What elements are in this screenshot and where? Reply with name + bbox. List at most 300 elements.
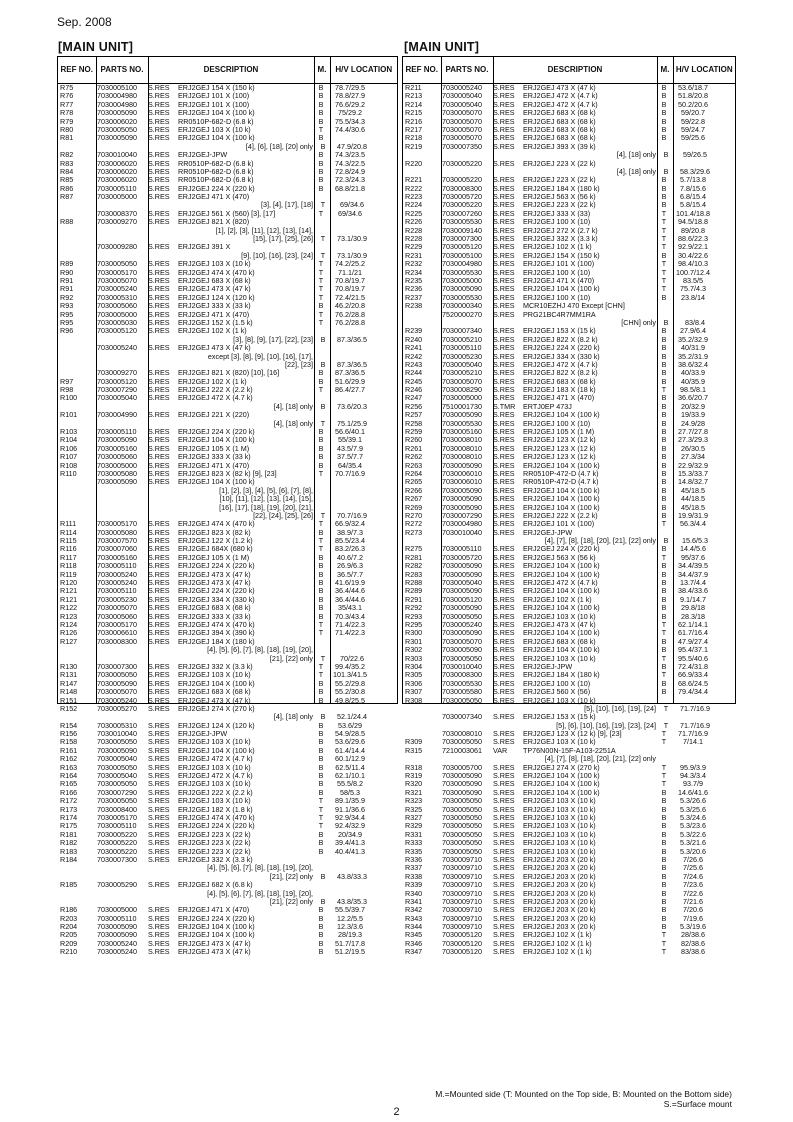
ref-cell: R79 <box>60 116 74 126</box>
location-cell: 70.3/43.4 <box>335 611 365 621</box>
ref-cell: R273 <box>405 527 423 537</box>
ref-cell: R262 <box>405 452 423 462</box>
mount-side-cell: B <box>661 854 667 864</box>
location-cell: 66.9/32.4 <box>335 519 365 529</box>
location-cell: 70.8/19.7 <box>335 284 365 294</box>
description-cell: ERJ2GEJ 123 X (12 k) <box>523 435 596 445</box>
type-cell: S.RES <box>148 536 170 546</box>
mount-side-cell: B <box>661 594 667 604</box>
ref-cell: R321 <box>405 787 423 797</box>
type-cell: S.RES <box>493 435 515 445</box>
ref-cell: R77 <box>60 99 74 109</box>
mount-side-cell: T <box>318 628 324 638</box>
part-number-cell <box>96 646 148 654</box>
part-number-cell: 7030005240 <box>97 578 137 588</box>
description-cell: ERJ2GEJ 104 X (100 k) <box>178 133 255 143</box>
ref-cell: R243 <box>405 359 423 369</box>
part-number-cell: 7030008400 <box>97 804 137 814</box>
type-cell: S.RES <box>148 267 170 277</box>
description-cell: ERJ2GEJ 104 X (100 k) <box>178 435 255 445</box>
mount-side-cell: B <box>318 527 324 537</box>
mount-side-cell: T <box>661 284 667 294</box>
description-cell: ERJ2GEJ 823 X (82 k) [9], [23] <box>178 468 277 478</box>
description-cell: ERJ2GEJ 391 X <box>178 242 231 252</box>
mount-side-cell: T <box>661 620 667 629</box>
location-cell: 91.1/36.6 <box>335 804 365 814</box>
part-number-cell: 7030005220 <box>442 200 482 210</box>
part-number-cell: 7030009280 <box>97 242 137 252</box>
ref-cell: R226 <box>405 217 423 227</box>
part-number-cell: 7030005000 <box>442 275 482 285</box>
location-cell: 55.2/29.8 <box>335 678 365 688</box>
description-cell: ERJ2GEJ 471 X (470) <box>523 393 595 403</box>
mount-side-cell: B <box>318 678 324 688</box>
ref-cell: R295 <box>405 620 423 629</box>
description-cell: ERJ2GEJ 224 X (220 k) <box>523 343 600 353</box>
mount-side-cell: T <box>661 779 667 789</box>
description-cell: RR0510P-472-D (4.7 k) <box>523 468 599 478</box>
part-number-cell: 7030005090 <box>442 586 482 596</box>
mount-side-cell: T <box>661 930 667 940</box>
mount-side-cell: T <box>318 267 324 277</box>
mount-side-cell: B <box>661 133 667 143</box>
part-number-cell: 7210003061 <box>442 745 482 755</box>
location-cell: 76.2/28.8 <box>335 309 365 319</box>
ref-cell: R281 <box>405 552 423 562</box>
ref-cell: R305 <box>405 670 423 680</box>
mount-side-cell: B <box>318 594 324 604</box>
location-cell: 71.7/16.9 <box>680 703 710 713</box>
mount-side-cell: B <box>661 334 667 344</box>
type-cell: S.RES <box>148 846 170 856</box>
description-cell: ERJ2GEJ 102 X (1 k) <box>178 376 247 386</box>
description-cell: ERJ2GEJ 104 X (100 k) <box>523 779 600 789</box>
mount-side-cell: B <box>661 678 667 688</box>
mount-side-cell: T <box>661 938 667 948</box>
description-cell: ERJ2GEJ 203 X (20 k) <box>523 905 596 915</box>
part-number-cell: 7030005090 <box>97 930 137 940</box>
description-cell: ERJ2GEJ 224 X (220 k) <box>178 586 255 596</box>
location-cell: 70/22.6 <box>340 653 364 663</box>
description-cell: ERJ2GEJ 821 X (820) <box>178 217 250 227</box>
ref-cell: R232 <box>405 259 423 269</box>
part-number-cell: 7030005120 <box>97 376 137 386</box>
location-cell: 59/20.7 <box>681 108 705 118</box>
mount-side-cell: B <box>661 192 667 202</box>
description-cell: ERJ2GEJ 394 X (390 k) <box>178 628 255 638</box>
ref-cell: R236 <box>405 284 423 294</box>
type-cell: S.RES <box>148 275 170 285</box>
location-cell: 101.3/41.5 <box>333 670 367 680</box>
type-cell: S.RES <box>148 720 170 730</box>
ref-cell <box>58 864 96 872</box>
mount-side-cell: T <box>320 200 326 210</box>
type-cell: S.RES <box>148 460 170 470</box>
type-cell: S.RES <box>148 812 170 822</box>
type-cell: S.RES <box>493 301 515 311</box>
mount-side-cell <box>313 218 329 226</box>
part-number-cell: 7030005240 <box>97 695 137 705</box>
location-cell: 53.6/29.6 <box>335 737 365 747</box>
location-cell: 59/22.8 <box>681 116 705 126</box>
description-cell: ERJ2GEJ 333 X (33 k) <box>178 611 251 621</box>
mount-side-cell: B <box>320 871 326 881</box>
part-number-cell: 7030005090 <box>97 678 137 688</box>
ref-cell <box>58 646 96 654</box>
mount-side-cell: B <box>661 502 667 512</box>
part-number-cell: 7030009710 <box>442 880 482 890</box>
mount-side-cell: B <box>318 737 324 747</box>
description-cell: ERJ2GEJ 105 X (1 M) <box>178 443 250 453</box>
description-cell: PRG21BC4R7MM1RA <box>523 309 596 319</box>
type-cell: S.RES <box>148 452 170 462</box>
mount-side-cell: B <box>661 896 667 906</box>
location-cell: 14.4/5.6 <box>680 544 706 554</box>
ref-cell: R121 <box>60 594 78 604</box>
part-number-cell: 7030006010 <box>442 477 482 487</box>
description-cell: ERJ2GEJ 274 X (270 k) <box>523 762 600 772</box>
part-number-cell: 7030005090 <box>97 435 137 445</box>
type-cell: S.RES <box>148 443 170 453</box>
part-number-cell: 7030005090 <box>97 133 137 143</box>
location-cell: 56.6/40.1 <box>335 427 365 437</box>
mount-side-cell: T <box>318 544 324 554</box>
ref-cell: R162 <box>60 754 78 764</box>
part-number-cell: 7030005090 <box>442 460 482 470</box>
description-cell: ERJ2GEJ 152 X (1.5 k) <box>178 317 253 327</box>
location-cell: 62.1/10.1 <box>335 771 365 781</box>
description-cell: ERJ2GEJ 103 X (10 k) <box>523 804 596 814</box>
description-cell: ERJ2GEJ 471 X (470) <box>178 905 250 915</box>
location-cell: 15.3/33.7 <box>678 468 708 478</box>
description-cell: ERJ2GEJ 472 X (4.7 k) <box>523 91 598 101</box>
ref-cell <box>58 504 96 512</box>
part-number-cell: 7030006020 <box>97 175 137 185</box>
location-cell: 55.5/39.7 <box>335 905 365 915</box>
location-cell: 69/34.6 <box>340 200 364 210</box>
part-number-cell: 7030006020 <box>97 116 137 126</box>
description-cell: ERJ2GEJ 332 X (3.3 k) <box>178 854 253 864</box>
location-cell: 54.9/28.5 <box>335 729 365 739</box>
location-cell: 40.6/7.2 <box>337 552 363 562</box>
mount-side-cell: B <box>661 569 667 579</box>
part-number-cell: 7030005090 <box>442 561 482 571</box>
mount-side-cell: T <box>318 519 324 529</box>
location-cell: 73.1/30.9 <box>337 250 367 260</box>
ref-cell: R181 <box>60 829 78 839</box>
mount-side-cell: B <box>661 343 667 353</box>
location-cell <box>329 344 371 352</box>
type-cell: S.RES <box>493 368 515 378</box>
mount-side-cell: B <box>663 150 669 160</box>
header-description: DESCRIPTION <box>148 57 314 84</box>
type-cell: S.RES <box>493 99 515 109</box>
mount-side-cell: B <box>318 586 324 596</box>
description-cell: ERJ2GEJ 182 X (1.8 k) <box>178 804 253 814</box>
mount-side-cell: B <box>318 376 324 386</box>
part-number-cell: 7030005050 <box>97 124 137 134</box>
type-cell: S.RES <box>493 200 515 210</box>
part-number-cell: 7030007300 <box>442 234 482 244</box>
ref-cell: R237 <box>405 292 423 302</box>
mount-side-cell: T <box>318 292 324 302</box>
location-cell: 35/43.1 <box>338 603 362 613</box>
location-cell: 46.2/20.8 <box>335 301 365 311</box>
mount-side-cell: B <box>661 838 667 848</box>
location-cell: 40/31.9 <box>681 343 705 353</box>
part-number-cell: 7030008300 <box>442 183 482 193</box>
type-cell: S.RES <box>148 317 170 327</box>
ref-cell: R126 <box>60 628 78 638</box>
location-cell: 7/22.6 <box>683 888 703 898</box>
location-cell: 100.7/12.4 <box>676 267 710 277</box>
type-cell: S.RES <box>493 443 515 453</box>
ref-cell: R266 <box>405 485 423 495</box>
location-cell: 61.7/16.4 <box>678 628 708 638</box>
part-number-cell: 7030005090 <box>442 787 482 797</box>
mount-side-cell: B <box>318 603 324 613</box>
mount-side-cell: T <box>318 536 324 546</box>
type-cell: S.RES <box>493 552 515 562</box>
location-cell: 76.6/29.2 <box>335 99 365 109</box>
part-number-cell <box>96 487 148 495</box>
mount-side-cell: B <box>661 578 667 588</box>
description-cell: ERJ2GEJ 104 X (100 k) <box>523 460 600 470</box>
type-cell: S.RES <box>493 578 515 588</box>
ref-cell: R92 <box>60 292 74 302</box>
location-cell: 75.1/25.9 <box>337 418 367 428</box>
type-cell: S.RES <box>493 838 515 848</box>
type-cell: S.RES <box>493 611 515 621</box>
description-cell: RR0510P-682-D (6.8 k) <box>178 166 254 176</box>
description-cell: ERJ2GEJ 104 X (100 k) <box>523 494 600 504</box>
ref-cell: R339 <box>405 880 423 890</box>
type-cell: S.RES <box>493 812 515 822</box>
description-cell: ERJ2GEJ 124 X (120 k) <box>178 720 255 730</box>
type-cell: S.RES <box>148 192 170 202</box>
mount-side-cell: B <box>661 804 667 814</box>
description-cell: ERJ2GEJ 104 X (100 k) <box>523 586 600 596</box>
ref-cell: R120 <box>60 578 78 588</box>
description-cell: ERJ2GEJ 101 X (100) <box>523 519 595 529</box>
location-cell: 55.2/30.8 <box>335 687 365 697</box>
ref-cell: R303 <box>405 653 423 663</box>
ref-cell: R293 <box>405 611 423 621</box>
description-cell: [4], [7], [8], [18], [20], [21], [22] only <box>544 754 656 764</box>
ref-cell: R103 <box>60 427 78 437</box>
mount-side-cell <box>313 856 329 864</box>
mount-side-cell: B <box>661 863 667 873</box>
ref-cell: R121 <box>60 586 78 596</box>
right-section-title: [MAIN UNIT] <box>404 40 480 54</box>
mount-side-cell: B <box>661 821 667 831</box>
description-cell: ERJ2GEJ 472 X (4.7 k) <box>523 578 598 588</box>
ref-cell <box>403 311 441 319</box>
type-cell: S.RES <box>493 133 515 143</box>
type-cell: S.RES <box>148 208 170 218</box>
mount-side-cell: T <box>318 317 324 327</box>
mount-side-cell: T <box>318 284 324 294</box>
ref-cell: R93 <box>60 301 74 311</box>
ref-cell: R302 <box>405 645 423 655</box>
ref-cell: R91 <box>60 275 74 285</box>
description-cell: ERJ2GEJ 224 X (220 k) <box>178 427 255 437</box>
ref-cell: R131 <box>60 670 78 680</box>
description-cell: ERJ2GEJ 223 X (22 k) <box>178 846 251 856</box>
description-cell: ERJ2GEJ 123 X (12 k) <box>523 452 596 462</box>
type-cell: S.RES <box>493 888 515 898</box>
type-cell: S.RES <box>493 871 515 881</box>
location-cell: 74.4/30.6 <box>335 124 365 134</box>
description-cell: ERJ2GEJ 224 X (220 k) <box>178 561 255 571</box>
type-cell: S.RES <box>148 292 170 302</box>
type-cell: S.RES <box>148 670 170 680</box>
ref-cell: R83 <box>60 158 74 168</box>
ref-cell: R221 <box>405 175 423 185</box>
type-cell: S.RES <box>148 83 170 92</box>
description-cell: ERJ2GEJ 203 X (20 k) <box>523 880 596 890</box>
part-number-cell: 7030005050 <box>442 846 482 856</box>
location-cell: 29.8/18 <box>681 603 705 613</box>
type-cell: S.RES <box>148 804 170 814</box>
location-cell: 24.9/28 <box>681 418 705 428</box>
header-hv: H/V LOCATION <box>673 57 735 84</box>
type-cell: S.RES <box>493 183 515 193</box>
mount-side-cell: B <box>661 99 667 109</box>
location-cell: 7/25.6 <box>683 863 703 873</box>
type-cell: S.RES <box>493 418 515 428</box>
part-number-cell: 7030005030 <box>97 317 137 327</box>
location-cell <box>329 478 371 486</box>
type-cell: S.RES <box>493 477 515 487</box>
type-cell: S.RES <box>493 636 515 646</box>
location-cell: 59/24.7 <box>681 124 705 134</box>
type-cell: S.RES <box>148 166 170 176</box>
mount-side-cell: T <box>661 385 667 395</box>
location-cell: 71.4/22.3 <box>335 620 365 629</box>
description-cell: MCR10EZHJ 470 Except [CHN] <box>523 301 625 311</box>
ref-cell: R75 <box>60 83 74 92</box>
description-cell: ERJ2GEJ 683 X (68 k) <box>523 376 596 386</box>
part-number-cell: 7030005210 <box>442 368 482 378</box>
location-cell: 61.4/14.4 <box>335 745 365 755</box>
part-number-cell: 7030008290 <box>442 385 482 395</box>
type-cell: S.RES <box>148 854 170 864</box>
part-number-cell: 7030005040 <box>442 359 482 369</box>
ref-cell: R76 <box>60 91 74 101</box>
part-number-cell: 7030005090 <box>442 494 482 504</box>
part-number-cell: 7030009710 <box>442 854 482 864</box>
ref-cell <box>58 336 96 344</box>
part-number-cell: 7030010040 <box>97 729 137 739</box>
mount-side-cell: B <box>318 116 324 126</box>
ref-cell: R173 <box>60 804 78 814</box>
ref-cell: R292 <box>405 603 423 613</box>
type-cell: S.RES <box>493 158 515 168</box>
type-cell: S.RES <box>148 527 170 537</box>
ref-cell: R289 <box>405 586 423 596</box>
mount-side-cell: B <box>318 99 324 109</box>
ref-cell: R291 <box>405 594 423 604</box>
part-number-cell: 7030005040 <box>97 771 137 781</box>
location-cell: 73.1/30.9 <box>337 234 367 244</box>
description-cell: ERJ2GEJ 334 X (330 k) <box>523 351 600 361</box>
type-cell: VAR <box>493 745 508 755</box>
part-number-cell: 7030010040 <box>442 661 482 671</box>
description-cell: ERJ2GEJ 104 X (100 k) <box>178 930 255 940</box>
description-cell: [22], [24], [25], [26] <box>253 510 313 520</box>
ref-cell <box>58 478 96 486</box>
table-row <box>58 948 397 956</box>
mount-side-cell: B <box>661 250 667 260</box>
mount-side-cell: B <box>661 922 667 932</box>
type-cell: S.RES <box>148 687 170 697</box>
part-number-cell: 7030005040 <box>442 578 482 588</box>
description-cell: ERJ2GEJ 471 X (470) <box>178 309 250 319</box>
description-cell: [10], [11], [12], [13], [14], [15], <box>219 494 313 504</box>
description-cell: ERJ2GEJ 102 X (1 k) <box>523 930 592 940</box>
description-cell: ERJ2GEJ 272 X (2.7 k) <box>523 225 598 235</box>
location-cell: 62.5/11.4 <box>335 762 365 772</box>
ref-cell: R345 <box>405 930 423 940</box>
mount-side-cell: B <box>661 393 667 403</box>
type-cell: S.RES <box>493 787 515 797</box>
type-cell: S.RES <box>493 586 515 596</box>
ref-cell: R98 <box>60 385 74 395</box>
part-number-cell: 7030005220 <box>97 846 137 856</box>
location-cell: 43.5/7.9 <box>337 443 363 453</box>
description-cell: ERJ2GEJ 104 X (100 k) <box>523 628 600 638</box>
part-number-cell: 7030005000 <box>97 309 137 319</box>
ref-cell: R238 <box>405 301 423 311</box>
type-cell: S.RES <box>493 561 515 571</box>
part-number-cell: 7030005700 <box>442 762 482 772</box>
part-number-cell: 7030005220 <box>97 829 137 839</box>
location-cell: 7/23.6 <box>683 880 703 890</box>
mount-side-cell: B <box>318 301 324 311</box>
part-number-cell: 7030005070 <box>442 133 482 143</box>
mount-side-cell: B <box>661 200 667 210</box>
type-cell: S.RES <box>148 787 170 797</box>
ref-cell: R228 <box>405 225 423 235</box>
mount-side-cell: B <box>661 108 667 118</box>
part-number-cell: 7030005050 <box>442 829 482 839</box>
part-number-cell: 7030005120 <box>97 326 137 336</box>
location-cell: 7/21.6 <box>683 896 703 906</box>
ref-cell: R231 <box>405 250 423 260</box>
description-cell: ERJ2GEJ 473 X (47 k) <box>178 947 251 957</box>
part-number-cell: 7030005040 <box>97 393 137 403</box>
part-number-cell: 7030005220 <box>97 838 137 848</box>
part-number-cell: 7030005070 <box>442 376 482 386</box>
part-number-cell: 7030004980 <box>97 91 137 101</box>
ref-cell: R247 <box>405 393 423 403</box>
mount-side-cell: T <box>320 234 326 244</box>
location-cell: 68.8/21.8 <box>335 183 365 193</box>
ref-cell: R333 <box>405 838 423 848</box>
location-cell: 85.5/23.4 <box>335 536 365 546</box>
part-number-cell: 7030005530 <box>442 217 482 227</box>
type-cell: S.RES <box>148 108 170 118</box>
description-cell: ERJ2GEJ 104 X (100 k) <box>523 561 600 571</box>
description-cell: ERJ2GEJ 103 X (10 k) <box>523 846 596 856</box>
location-cell: 20/34.9 <box>338 829 362 839</box>
mount-side-cell: B <box>661 368 667 378</box>
type-cell: S.RES <box>148 703 170 713</box>
mount-side-cell: B <box>661 603 667 613</box>
description-cell: ERJ2GEJ 684X (680 k) <box>178 544 253 554</box>
ref-cell: R234 <box>405 267 423 277</box>
